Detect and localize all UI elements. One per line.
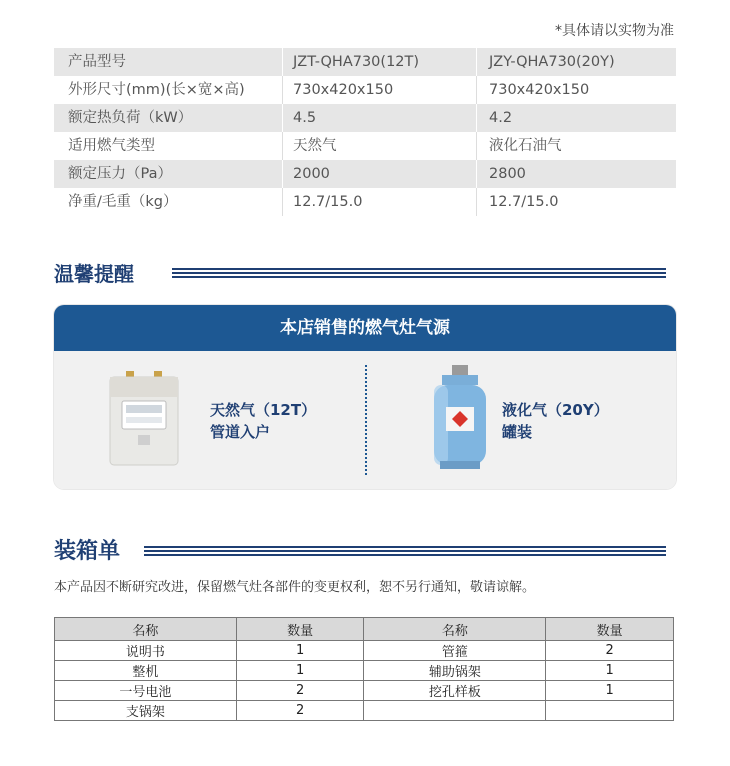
spec-label: 额定压力（Pa） <box>68 166 172 182</box>
gas-source-card <box>54 305 676 489</box>
table-row <box>55 661 674 681</box>
spec-value-20y: 液化石油气 <box>476 132 676 160</box>
gas-source-card-body <box>54 351 676 489</box>
spec-value-20y: JZY-QHA730(20Y) <box>476 48 676 76</box>
table-row <box>55 641 674 661</box>
spec-value-12t: 2000 <box>282 160 476 188</box>
gas-source-card-title: 本店销售的燃气灶气源 <box>54 305 676 351</box>
spec-label: 产品型号 <box>68 54 126 70</box>
reminder-title-rule <box>172 268 666 278</box>
item-qty: 1 <box>236 661 364 681</box>
spec-value-20y: 730x420x150 <box>476 76 676 104</box>
lpg-supply-label: 罐装 <box>502 423 533 441</box>
lpg-label: 液化气（20Y） <box>502 401 609 419</box>
item-qty: 2 <box>236 681 364 701</box>
item-name: 挖孔样板 <box>364 681 546 701</box>
spec-row-pressure <box>54 160 676 188</box>
natural-gas-label: 天然气（12T） <box>210 401 317 419</box>
item-name: 一号电池 <box>55 681 237 701</box>
item-name <box>364 701 546 721</box>
item-qty: 1 <box>236 641 364 661</box>
spec-value-20y: 12.7/15.0 <box>476 188 676 216</box>
packing-header-row <box>55 618 674 641</box>
spec-value-12t: 天然气 <box>282 132 476 160</box>
item-name: 说明书 <box>55 641 237 661</box>
spec-value-12t: 12.7/15.0 <box>282 188 476 216</box>
spec-value-20y: 4.2 <box>476 104 676 132</box>
item-name: 管箍 <box>364 641 546 661</box>
header-name: 名称 <box>364 618 546 641</box>
table-row <box>55 681 674 701</box>
packing-note: 本产品因不断研究改进，保留燃气灶各部件的变更权利，恕不另行通知，敬请谅解。 <box>54 580 536 595</box>
header-qty: 数量 <box>546 618 674 641</box>
header-name: 名称 <box>55 618 237 641</box>
item-qty: 2 <box>236 701 364 721</box>
spec-row-gas-type <box>54 132 676 160</box>
item-qty: 1 <box>546 661 674 681</box>
spec-value-12t: JZT-QHA730(12T) <box>282 48 476 76</box>
spec-label: 外形尺寸(mm)(长×宽×高) <box>68 82 245 98</box>
spec-label: 净重/毛重（kg） <box>68 194 178 210</box>
spec-row-model <box>54 48 676 76</box>
natural-gas-supply-label: 管道入户 <box>210 423 271 441</box>
gas-meter-icon <box>108 371 180 467</box>
spec-value-12t: 4.5 <box>282 104 476 132</box>
item-name: 辅助锅架 <box>364 661 546 681</box>
spec-value-20y: 2800 <box>476 160 676 188</box>
spec-label: 额定热负荷（kW） <box>68 110 193 126</box>
header-qty: 数量 <box>236 618 364 641</box>
table-row <box>55 701 674 721</box>
gas-tank-icon <box>430 365 490 469</box>
card-divider <box>365 365 367 475</box>
spec-row-weight <box>54 188 676 216</box>
spec-table <box>54 48 676 216</box>
packing-table <box>54 617 674 721</box>
item-name: 支锅架 <box>55 701 237 721</box>
item-qty <box>546 701 674 721</box>
reminder-title: 温馨提醒 <box>54 262 134 286</box>
spec-value-12t: 730x420x150 <box>282 76 476 104</box>
item-name: 整机 <box>55 661 237 681</box>
spec-row-size <box>54 76 676 104</box>
disclaimer-note: *具体请以实物为准 <box>555 23 674 39</box>
packing-title: 装箱单 <box>54 539 121 564</box>
item-qty: 1 <box>546 681 674 701</box>
packing-title-rule <box>144 546 666 556</box>
item-qty: 2 <box>546 641 674 661</box>
spec-label: 适用燃气类型 <box>68 138 155 154</box>
spec-row-heat-load <box>54 104 676 132</box>
